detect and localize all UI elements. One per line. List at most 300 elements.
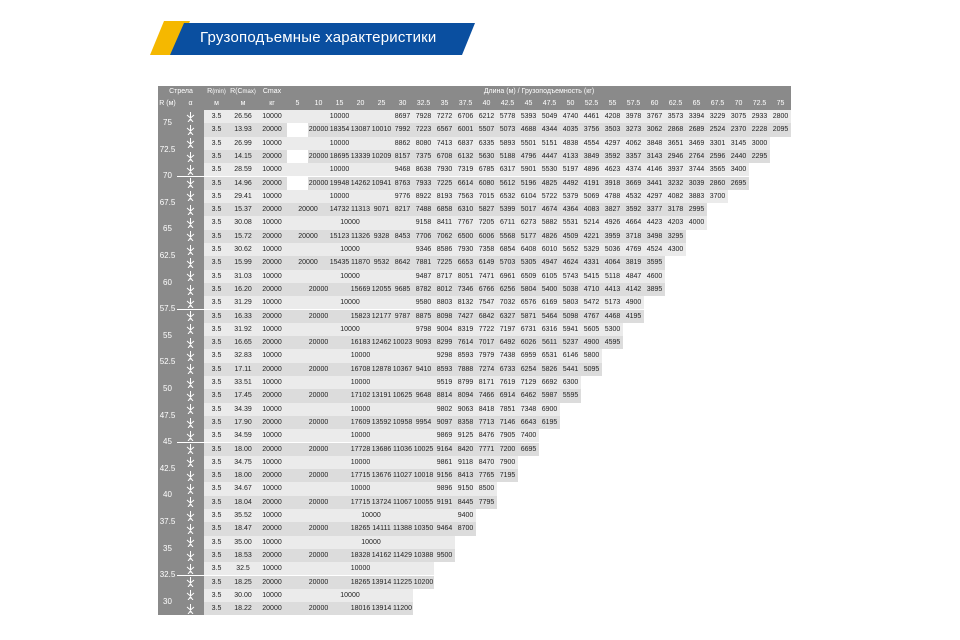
capacity-value: 4492 bbox=[560, 177, 581, 190]
boom-length: 40 bbox=[158, 482, 177, 509]
cmax-value: 20000 bbox=[257, 230, 287, 243]
capacity-value: 4664 bbox=[623, 216, 644, 229]
capacity-value: 8157 bbox=[392, 150, 413, 163]
rmin-value: 3.5 bbox=[204, 602, 229, 615]
capacity-value: 3767 bbox=[644, 110, 665, 123]
crane-hook-icon bbox=[177, 349, 204, 362]
capacity-value: 6532 bbox=[497, 190, 518, 203]
crane-hook-icon-glyph bbox=[186, 178, 195, 188]
crane-hook-icon-glyph bbox=[186, 457, 195, 467]
cmax-value: 20000 bbox=[257, 363, 287, 376]
header-radius: 75 bbox=[770, 98, 791, 110]
crane-hook-icon bbox=[177, 403, 204, 416]
capacity-value: 3669 bbox=[623, 177, 644, 190]
capacity-value: 5703 bbox=[497, 256, 518, 269]
capacity-value: 9097 bbox=[434, 416, 455, 429]
cmax-value: 10000 bbox=[257, 270, 287, 283]
capacity-value: 5941 bbox=[560, 323, 581, 336]
cmax-value: 10000 bbox=[257, 243, 287, 256]
capacity-value: 15123 bbox=[329, 230, 350, 243]
crane-hook-icon bbox=[177, 110, 204, 123]
capacity-value: 8080 bbox=[413, 137, 434, 150]
capacity-value: 4674 bbox=[539, 203, 560, 216]
capacity-value: 6858 bbox=[434, 203, 455, 216]
capacity-lead: 10000 bbox=[287, 536, 455, 549]
rcmax-value: 34.59 bbox=[229, 429, 257, 442]
capacity-value: 6961 bbox=[497, 270, 518, 283]
capacity-value: 3744 bbox=[686, 163, 707, 176]
capacity-value: 8814 bbox=[434, 389, 455, 402]
crane-hook-icon-glyph bbox=[186, 205, 195, 215]
boom-length: 60 bbox=[158, 270, 177, 297]
crane-hook-icon-glyph bbox=[186, 298, 195, 308]
capacity-value: 7547 bbox=[476, 296, 497, 309]
capacity-value: 5118 bbox=[602, 270, 623, 283]
header-radius: 20 bbox=[350, 98, 371, 110]
header-rcmax-sub: max) bbox=[242, 89, 256, 95]
capacity-value: 17728 bbox=[350, 443, 371, 456]
capacity-value: 9093 bbox=[413, 336, 434, 349]
capacity-value: 4000 bbox=[686, 216, 707, 229]
capacity-lead: 10000 bbox=[287, 376, 434, 389]
capacity-lead: 10000 bbox=[287, 509, 455, 522]
capacity-value: 5399 bbox=[497, 203, 518, 216]
crane-hook-icon bbox=[177, 150, 204, 163]
capacity-value: 6706 bbox=[455, 110, 476, 123]
crane-hook-icon bbox=[177, 482, 204, 495]
rcmax-value: 15.99 bbox=[229, 256, 257, 269]
capacity-value: 9298 bbox=[434, 349, 455, 362]
cmax-value: 20000 bbox=[257, 496, 287, 509]
capacity-value: 5827 bbox=[476, 203, 497, 216]
capacity-value: 4297 bbox=[644, 190, 665, 203]
header-radius: 72.5 bbox=[749, 98, 770, 110]
boom-length: 62.5 bbox=[158, 243, 177, 270]
header-unit-3: м bbox=[229, 98, 257, 110]
capacity-value: 13339 bbox=[350, 150, 371, 163]
capacity-value: 2933 bbox=[749, 110, 770, 123]
capacity-lead: 20000 bbox=[287, 230, 329, 243]
capacity-value: 6731 bbox=[518, 323, 539, 336]
capacity-value: 9156 bbox=[434, 469, 455, 482]
capacity-value: 8094 bbox=[455, 389, 476, 402]
capacity-value: 4947 bbox=[539, 256, 560, 269]
capacity-lead: 10000 bbox=[287, 110, 392, 123]
capacity-value: 7795 bbox=[476, 496, 497, 509]
capacity-value: 20000 bbox=[308, 177, 329, 190]
capacity-value: 4896 bbox=[581, 163, 602, 176]
capacity-value: 8413 bbox=[455, 469, 476, 482]
capacity-value: 9158 bbox=[413, 216, 434, 229]
capacity-value: 2524 bbox=[707, 123, 728, 136]
capacity-value: 7223 bbox=[413, 123, 434, 136]
crane-hook-icon bbox=[177, 336, 204, 349]
capacity-lead: 10000 bbox=[287, 562, 434, 575]
capacity-value: 5329 bbox=[581, 243, 602, 256]
capacity-value: 3959 bbox=[602, 230, 623, 243]
boom-length: 55 bbox=[158, 323, 177, 350]
capacity-value: 8132 bbox=[455, 296, 476, 309]
capacity-value: 3700 bbox=[707, 190, 728, 203]
capacity-lead: 10000 bbox=[287, 349, 434, 362]
crane-hook-icon bbox=[177, 230, 204, 243]
capacity-value: 5568 bbox=[497, 230, 518, 243]
capacity-value: 4423 bbox=[644, 216, 665, 229]
capacity-value: 7979 bbox=[476, 349, 497, 362]
boom-length: 52.5 bbox=[158, 349, 177, 376]
capacity-value: 3232 bbox=[665, 177, 686, 190]
capacity-value: 13686 bbox=[371, 443, 392, 456]
capacity-value: 9802 bbox=[434, 403, 455, 416]
capacity-value: 6900 bbox=[539, 403, 560, 416]
cmax-value: 10000 bbox=[257, 562, 287, 575]
header-radius: 35 bbox=[434, 98, 455, 110]
capacity-lead: 10000 bbox=[287, 243, 413, 256]
capacity-lead: 20000 bbox=[287, 256, 329, 269]
capacity-value: 6842 bbox=[476, 310, 497, 323]
crane-hook-icon bbox=[177, 576, 204, 589]
rcmax-value: 14.96 bbox=[229, 177, 257, 190]
capacity-value: 4208 bbox=[602, 110, 623, 123]
capacity-value: 6327 bbox=[497, 310, 518, 323]
capacity-value: 3937 bbox=[665, 163, 686, 176]
capacity-value: 9468 bbox=[392, 163, 413, 176]
header-unit-4: кг bbox=[257, 98, 287, 110]
capacity-value: 7706 bbox=[413, 230, 434, 243]
capacity-value: 5017 bbox=[518, 203, 539, 216]
capacity-value: 11067 bbox=[392, 496, 413, 509]
capacity-lead: 20000 bbox=[287, 389, 350, 402]
header-radius: 32.5 bbox=[413, 98, 434, 110]
capacity-value: 4532 bbox=[623, 190, 644, 203]
rmin-value: 3.5 bbox=[204, 150, 229, 163]
capacity-value: 7129 bbox=[518, 376, 539, 389]
crane-hook-icon-glyph bbox=[186, 364, 195, 374]
crane-hook-icon-glyph bbox=[186, 391, 195, 401]
boom-length: 50 bbox=[158, 376, 177, 403]
capacity-value: 9125 bbox=[455, 429, 476, 442]
capacity-value: 4195 bbox=[623, 310, 644, 323]
capacity-lead: 20000 bbox=[287, 522, 350, 535]
capacity-value: 4554 bbox=[581, 137, 602, 150]
capacity-value: 3229 bbox=[707, 110, 728, 123]
capacity-value: 5778 bbox=[497, 110, 518, 123]
capacity-value: 8782 bbox=[413, 283, 434, 296]
crane-hook-icon bbox=[177, 310, 204, 323]
rcmax-value: 18.53 bbox=[229, 549, 257, 562]
capacity-value: 16708 bbox=[350, 363, 371, 376]
rcmax-value: 16.65 bbox=[229, 336, 257, 349]
capacity-value: 3592 bbox=[623, 203, 644, 216]
capacity-value: 8922 bbox=[413, 190, 434, 203]
capacity-value: 7771 bbox=[476, 443, 497, 456]
capacity-value: 4300 bbox=[665, 243, 686, 256]
rcmax-value: 34.67 bbox=[229, 482, 257, 495]
capacity-value: 11326 bbox=[350, 230, 371, 243]
capacity-value: 4838 bbox=[560, 137, 581, 150]
capacity-value: 7933 bbox=[413, 177, 434, 190]
crane-hook-icon bbox=[177, 363, 204, 376]
rmin-value: 3.5 bbox=[204, 283, 229, 296]
crane-hook-icon bbox=[177, 509, 204, 522]
capacity-value: 3441 bbox=[644, 177, 665, 190]
boom-length: 30 bbox=[158, 589, 177, 616]
crane-hook-icon bbox=[177, 429, 204, 442]
capacity-value: 9954 bbox=[413, 416, 434, 429]
capacity-value: 2946 bbox=[665, 150, 686, 163]
capacity-value: 4035 bbox=[560, 123, 581, 136]
rcmax-value: 14.15 bbox=[229, 150, 257, 163]
capacity-value: 4191 bbox=[581, 177, 602, 190]
capacity-value: 4133 bbox=[560, 150, 581, 163]
capacity-value: 7413 bbox=[434, 137, 455, 150]
capacity-value: 3883 bbox=[686, 190, 707, 203]
capacity-value: 18265 bbox=[350, 522, 371, 535]
capacity-value: 10018 bbox=[413, 469, 434, 482]
capacity-value: 8638 bbox=[413, 163, 434, 176]
header-radius: 15 bbox=[329, 98, 350, 110]
header-radius: 57.5 bbox=[623, 98, 644, 110]
capacity-value: 5871 bbox=[518, 310, 539, 323]
capacity-value: 6462 bbox=[518, 389, 539, 402]
capacity-value: 6614 bbox=[455, 177, 476, 190]
capacity-value: 8217 bbox=[392, 203, 413, 216]
crane-hook-icon-glyph bbox=[186, 165, 195, 175]
header-radius: 67.5 bbox=[707, 98, 728, 110]
crane-hook-icon-glyph bbox=[186, 511, 195, 521]
capacity-value: 9580 bbox=[413, 296, 434, 309]
cmax-value: 10000 bbox=[257, 110, 287, 123]
capacity-value: 9063 bbox=[455, 403, 476, 416]
cmax-value: 20000 bbox=[257, 416, 287, 429]
capacity-value: 5441 bbox=[560, 363, 581, 376]
crane-hook-icon-glyph bbox=[186, 231, 195, 241]
capacity-value: 7888 bbox=[455, 363, 476, 376]
capacity-value: 6531 bbox=[539, 349, 560, 362]
capacity-value: 11429 bbox=[392, 549, 413, 562]
capacity-value: 3718 bbox=[623, 230, 644, 243]
capacity-value: 2596 bbox=[707, 150, 728, 163]
crane-hook-icon bbox=[177, 469, 204, 482]
capacity-value: 9869 bbox=[434, 429, 455, 442]
capacity-value: 8051 bbox=[455, 270, 476, 283]
capacity-value: 10023 bbox=[392, 336, 413, 349]
capacity-value: 9118 bbox=[455, 456, 476, 469]
boom-length: 35 bbox=[158, 536, 177, 563]
boom-length: 67.5 bbox=[158, 190, 177, 217]
capacity-value: 3595 bbox=[644, 256, 665, 269]
capacity-value: 7466 bbox=[476, 389, 497, 402]
rmin-value: 3.5 bbox=[204, 216, 229, 229]
capacity-value: 3377 bbox=[644, 203, 665, 216]
capacity-value: 7348 bbox=[518, 403, 539, 416]
capacity-value: 5507 bbox=[476, 123, 497, 136]
capacity-value: 4767 bbox=[581, 310, 602, 323]
capacity-value: 4796 bbox=[518, 150, 539, 163]
capacity-value: 8717 bbox=[434, 270, 455, 283]
header-radius: 47.5 bbox=[539, 98, 560, 110]
cmax-value: 10000 bbox=[257, 323, 287, 336]
cmax-value: 20000 bbox=[257, 602, 287, 615]
capacity-value: 4461 bbox=[581, 110, 602, 123]
cmax-value: 10000 bbox=[257, 429, 287, 442]
capacity-value: 5800 bbox=[581, 349, 602, 362]
capacity-value: 6692 bbox=[539, 376, 560, 389]
cmax-value: 20000 bbox=[257, 283, 287, 296]
capacity-value: 8803 bbox=[434, 296, 455, 309]
capacity-value: 5393 bbox=[518, 110, 539, 123]
crane-hook-icon-glyph bbox=[186, 537, 195, 547]
capacity-value: 4740 bbox=[560, 110, 581, 123]
capacity-lead: 10000 bbox=[287, 589, 413, 602]
capacity-value: 9648 bbox=[413, 389, 434, 402]
capacity-value: 5826 bbox=[539, 363, 560, 376]
boom-length: 32.5 bbox=[158, 562, 177, 589]
cmax-value: 20000 bbox=[257, 576, 287, 589]
rcmax-value: 28.59 bbox=[229, 163, 257, 176]
rmin-value: 3.5 bbox=[204, 456, 229, 469]
capacity-value: 11388 bbox=[392, 522, 413, 535]
capacity-value: 4826 bbox=[539, 230, 560, 243]
capacity-value: 3075 bbox=[728, 110, 749, 123]
capacity-value: 7195 bbox=[497, 469, 518, 482]
crane-hook-icon bbox=[177, 443, 204, 456]
capacity-value: 11225 bbox=[392, 576, 413, 589]
capacity-value: 12177 bbox=[371, 310, 392, 323]
capacity-value: 9500 bbox=[434, 549, 455, 562]
capacity-value: 3400 bbox=[728, 163, 749, 176]
capacity-value: 7017 bbox=[476, 336, 497, 349]
capacity-value: 7900 bbox=[497, 456, 518, 469]
capacity-value: 6146 bbox=[560, 349, 581, 362]
capacity-value: 7992 bbox=[392, 123, 413, 136]
rmin-value: 3.5 bbox=[204, 469, 229, 482]
capacity-lead: 20000 bbox=[287, 336, 350, 349]
crane-hook-icon bbox=[177, 562, 204, 575]
rcmax-value: 15.72 bbox=[229, 230, 257, 243]
crane-hook-icon bbox=[177, 389, 204, 402]
capacity-value: 8593 bbox=[434, 363, 455, 376]
rcmax-value: 17.45 bbox=[229, 389, 257, 402]
capacity-value: 5804 bbox=[518, 283, 539, 296]
capacity-value: 9191 bbox=[434, 496, 455, 509]
capacity-value: 4900 bbox=[581, 336, 602, 349]
rmin-value: 3.5 bbox=[204, 203, 229, 216]
crane-hook-icon bbox=[177, 376, 204, 389]
capacity-value: 9071 bbox=[371, 203, 392, 216]
capacity-value: 6509 bbox=[518, 270, 539, 283]
crane-hook-icon bbox=[177, 163, 204, 176]
capacity-value: 8411 bbox=[434, 216, 455, 229]
capacity-value: 10055 bbox=[413, 496, 434, 509]
capacity-value: 6766 bbox=[476, 283, 497, 296]
rmin-value: 3.5 bbox=[204, 429, 229, 442]
header-radius: 30 bbox=[392, 98, 413, 110]
capacity-value: 18328 bbox=[350, 549, 371, 562]
crane-hook-icon-glyph bbox=[186, 444, 195, 454]
capacity-value: 6643 bbox=[518, 416, 539, 429]
capacity-lead: 20000 bbox=[287, 602, 350, 615]
capacity-value: 6576 bbox=[518, 296, 539, 309]
capacity-value: 5237 bbox=[560, 336, 581, 349]
rmin-value: 3.5 bbox=[204, 496, 229, 509]
capacity-value: 3145 bbox=[728, 137, 749, 150]
rcmax-value: 32.83 bbox=[229, 349, 257, 362]
rcmax-value: 35.52 bbox=[229, 509, 257, 522]
capacity-value: 5069 bbox=[581, 190, 602, 203]
capacity-value: 3062 bbox=[644, 123, 665, 136]
capacity-value: 7563 bbox=[455, 190, 476, 203]
capacity-value: 13087 bbox=[350, 123, 371, 136]
crane-hook-icon-glyph bbox=[186, 152, 195, 162]
capacity-value: 5501 bbox=[518, 137, 539, 150]
rmin-value: 3.5 bbox=[204, 376, 229, 389]
capacity-lead: 10000 bbox=[287, 323, 413, 336]
rmin-value: 3.5 bbox=[204, 110, 229, 123]
capacity-value: 14732 bbox=[329, 203, 350, 216]
crane-hook-icon bbox=[177, 243, 204, 256]
capacity-value: 4142 bbox=[623, 283, 644, 296]
capacity-value: 8470 bbox=[476, 456, 497, 469]
capacity-value: 2689 bbox=[686, 123, 707, 136]
capacity-value: 6316 bbox=[539, 323, 560, 336]
capacity-value: 13676 bbox=[371, 469, 392, 482]
capacity-value: 10200 bbox=[413, 576, 434, 589]
capacity-lead: 10000 bbox=[287, 456, 434, 469]
capacity-value: 3301 bbox=[707, 137, 728, 150]
rcmax-value: 18.25 bbox=[229, 576, 257, 589]
header-rcmax-label: R(C bbox=[230, 88, 243, 95]
capacity-lead: 20000 bbox=[287, 443, 350, 456]
crane-hook-icon bbox=[177, 177, 204, 190]
capacity-value: 9346 bbox=[413, 243, 434, 256]
rmin-value: 3.5 bbox=[204, 243, 229, 256]
capacity-value: 8697 bbox=[392, 110, 413, 123]
cmax-value: 10000 bbox=[257, 376, 287, 389]
capacity-value: 7767 bbox=[455, 216, 476, 229]
capacity-value: 5038 bbox=[560, 283, 581, 296]
cmax-value: 10000 bbox=[257, 509, 287, 522]
rcmax-value: 31.92 bbox=[229, 323, 257, 336]
crane-hook-icon bbox=[177, 522, 204, 535]
capacity-value: 7062 bbox=[434, 230, 455, 243]
cmax-value: 10000 bbox=[257, 296, 287, 309]
capacity-value: 9798 bbox=[413, 323, 434, 336]
crane-hook-icon-glyph bbox=[186, 564, 195, 574]
capacity-value: 9464 bbox=[434, 522, 455, 535]
header-radius: 42.5 bbox=[497, 98, 518, 110]
capacity-lead: 20000 bbox=[287, 549, 350, 562]
capacity-value: 5612 bbox=[497, 177, 518, 190]
capacity-value: 6105 bbox=[539, 270, 560, 283]
capacity-value: 3503 bbox=[602, 123, 623, 136]
capacity-value: 11027 bbox=[392, 469, 413, 482]
rmin-value: 3.5 bbox=[204, 336, 229, 349]
rmin-value: 3.5 bbox=[204, 323, 229, 336]
crane-hook-icon bbox=[177, 549, 204, 562]
capacity-value: 7015 bbox=[476, 190, 497, 203]
capacity-value: 3469 bbox=[686, 137, 707, 150]
capacity-value: 3895 bbox=[644, 283, 665, 296]
capacity-value: 9328 bbox=[371, 230, 392, 243]
capacity-value: 5300 bbox=[602, 323, 623, 336]
capacity-value: 8862 bbox=[392, 137, 413, 150]
rmin-value: 3.5 bbox=[204, 403, 229, 416]
rcmax-value: 18.22 bbox=[229, 602, 257, 615]
capacity-value: 18354 bbox=[329, 123, 350, 136]
cmax-value: 20000 bbox=[257, 522, 287, 535]
capacity-value: 9787 bbox=[392, 310, 413, 323]
